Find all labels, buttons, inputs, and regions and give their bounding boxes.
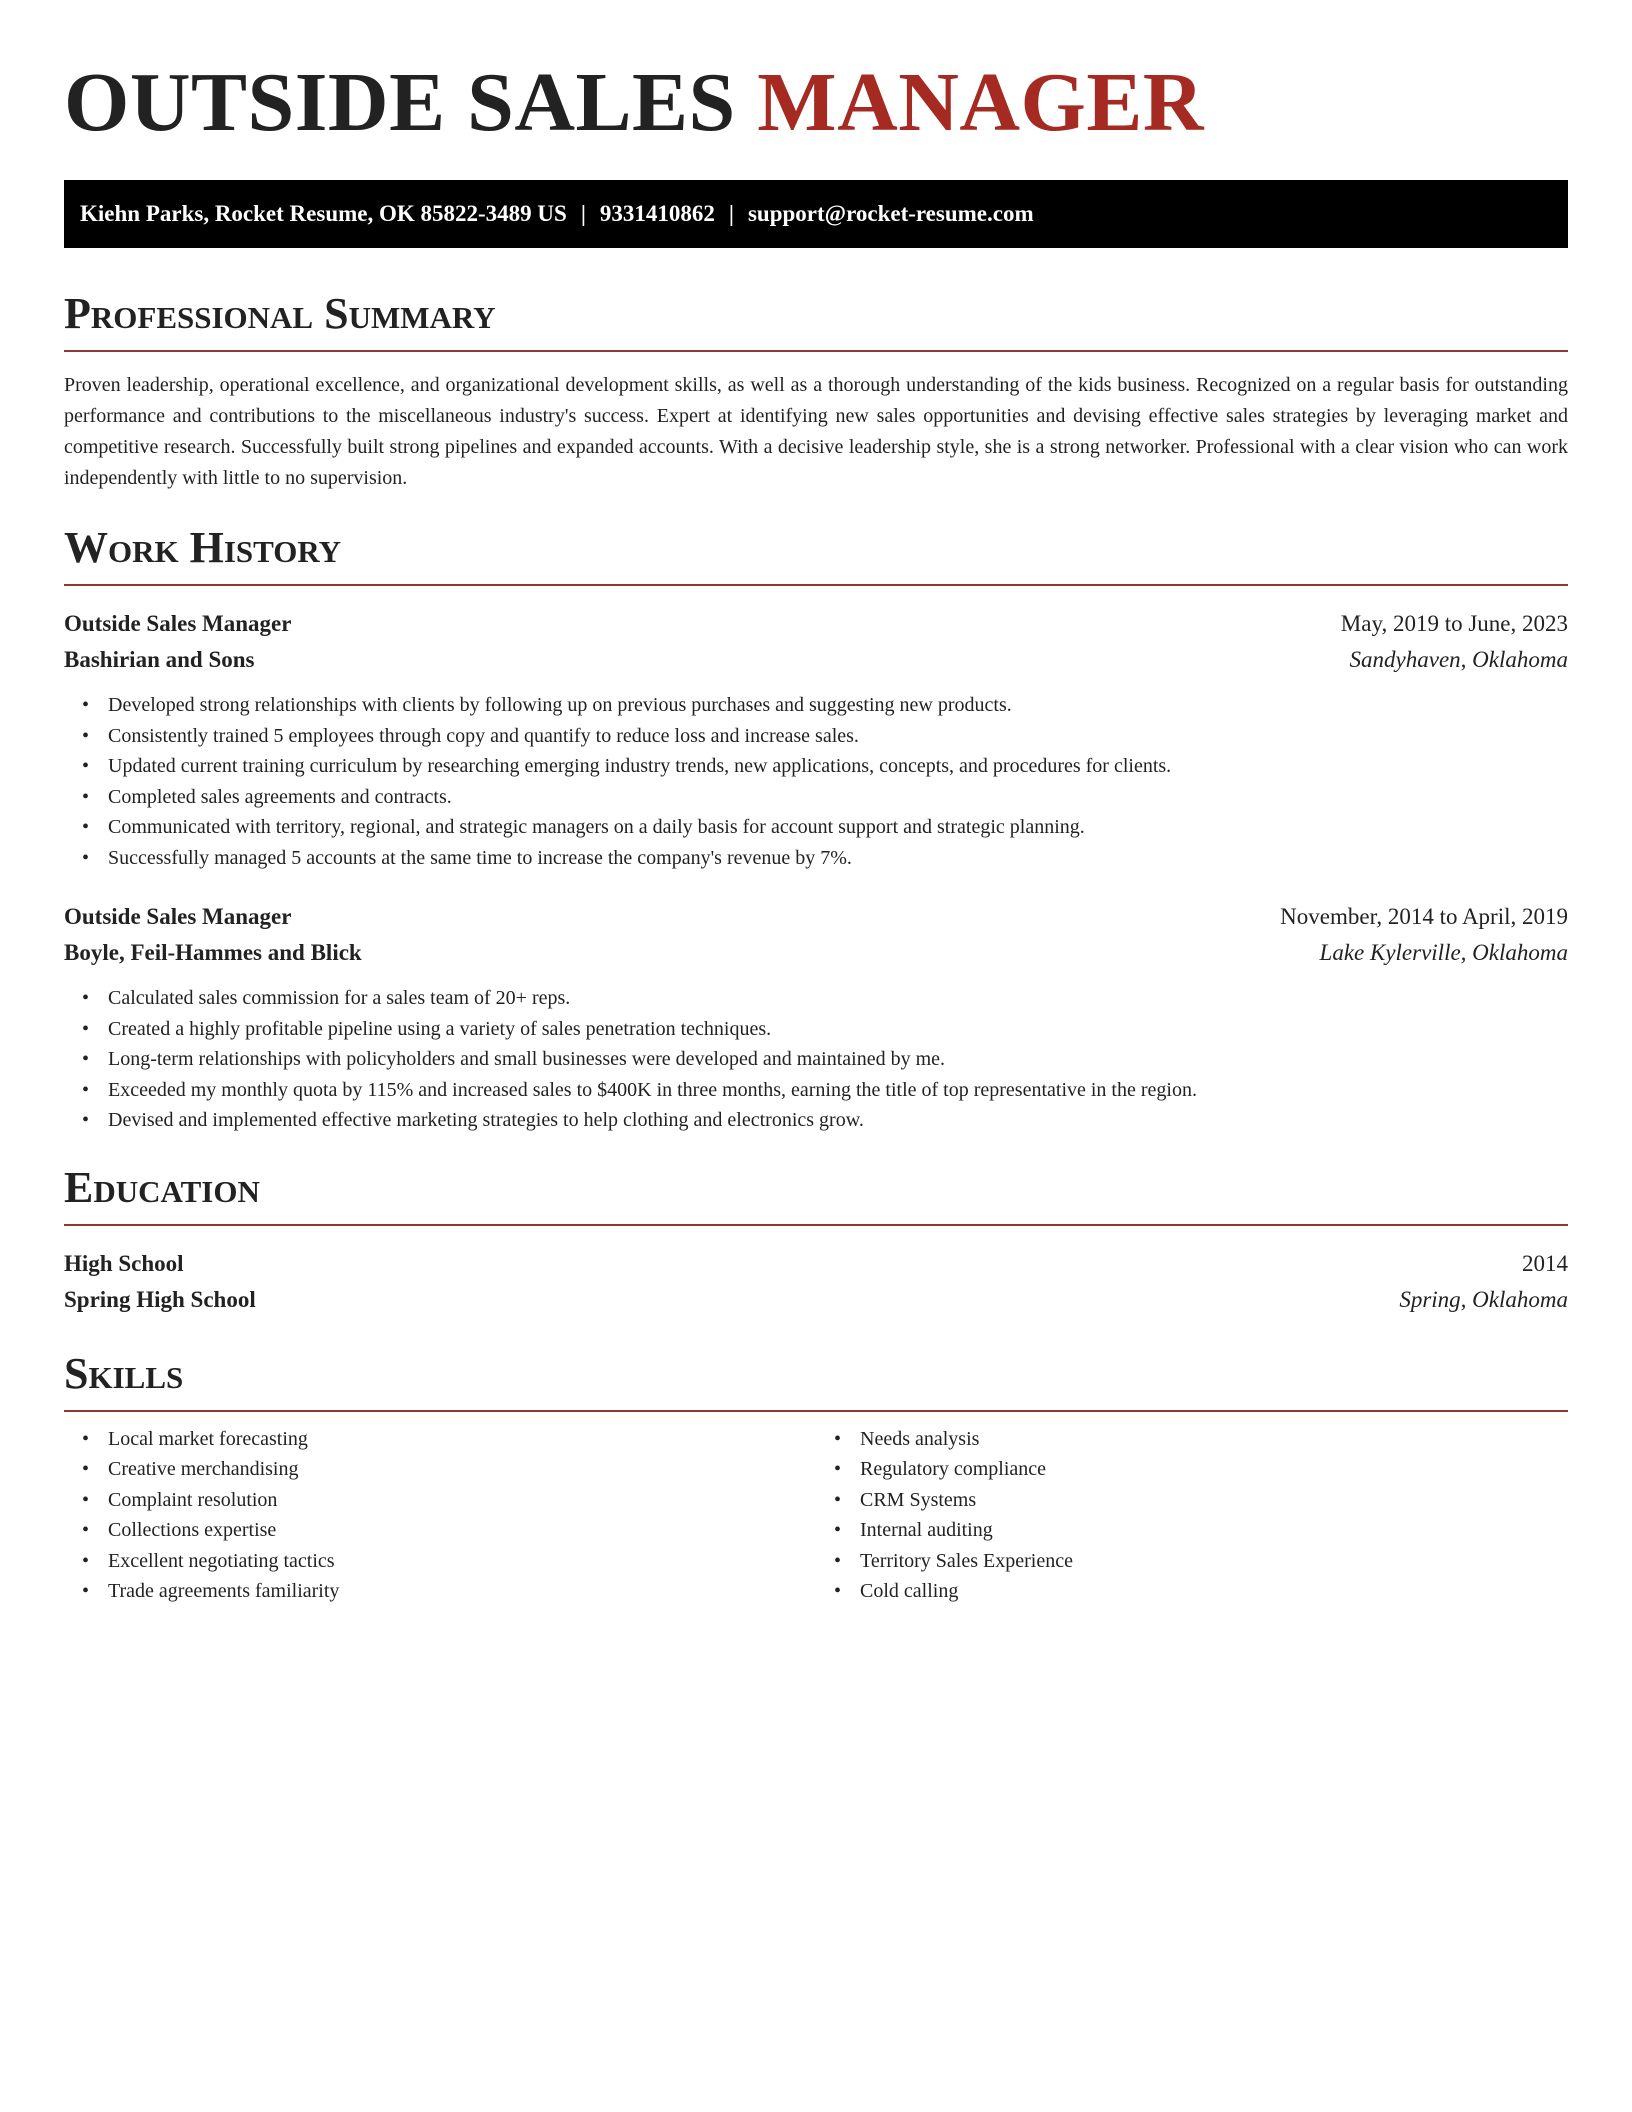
skill-item: • Complaint resolution — [108, 1485, 816, 1516]
education-school: Spring High School — [64, 1286, 256, 1312]
skills-heading: Skills — [64, 1348, 184, 1398]
skill-item: • Creative merchandising — [108, 1454, 816, 1485]
skill-item: • Local market forecasting — [108, 1424, 816, 1455]
skills-column-right — [816, 1424, 1568, 1607]
job-header — [64, 606, 1568, 678]
job-entry — [64, 899, 1568, 1136]
contact-separator: | — [580, 201, 586, 226]
education-location: Spring, Oklahoma — [1399, 1286, 1568, 1312]
work-history-heading: Work History — [64, 523, 342, 572]
skill-item: • CRM Systems — [860, 1485, 1568, 1516]
contact-address: Kiehn Parks, Rocket Resume, OK 85822-3489 US — [80, 201, 567, 226]
job-company: Bashirian and Sons — [64, 647, 255, 672]
skill-item: • Collections expertise — [108, 1515, 816, 1546]
skill-item: • Excellent negotiating tactics — [108, 1546, 816, 1577]
job-entry — [64, 606, 1568, 873]
section-divider — [64, 1410, 1568, 1412]
job-title: Outside Sales Manager — [64, 904, 292, 929]
list-item: • Updated current training curriculum by researching emerging industry trends, new applications, concepts, and procedures for clients. — [108, 751, 1568, 782]
summary-heading: Professional Summary — [64, 289, 496, 338]
job-header — [64, 899, 1568, 971]
page-title — [64, 0, 1568, 148]
skill-item: • Cold calling — [860, 1576, 1568, 1607]
section-divider — [64, 1224, 1568, 1226]
job-title: Outside Sales Manager — [64, 611, 292, 636]
list-item: • Successfully managed 5 accounts at the same time to increase the company's revenue by 7%. — [108, 843, 1568, 874]
list-item: • Completed sales agreements and contracts. — [108, 782, 1568, 813]
skill-item: • Regulatory compliance — [860, 1454, 1568, 1485]
skill-item: • Territory Sales Experience — [860, 1546, 1568, 1577]
title-accent: MANAGER — [757, 56, 1205, 149]
job-dates: May, 2019 to June, 2023 — [1340, 611, 1568, 636]
summary-text: Proven leadership, operational excellence, and organizational development skills, as well as a thorough understanding of the kids business. Recognized on a regular basis for outstanding performance and contributions to the miscellaneous industry's success. Expert at identifying new sales opportunities and devising effective sales strategies by leveraging market and competitive research. Successfully built strong pipelines and expanded accounts. With a decisive leadership style, she is a strong networker. Professional with a clear vision who can work independently with little to no supervision. — [64, 374, 1568, 489]
contact-email: support@rocket-resume.com — [747, 201, 1034, 226]
list-item: • Created a highly profitable pipeline using a variety of sales penetration techniques. — [108, 1014, 1568, 1045]
education-degree: High School — [64, 1250, 184, 1276]
section-divider — [64, 350, 1568, 352]
job-location: Sandyhaven, Oklahoma — [1349, 647, 1568, 672]
section-divider — [64, 584, 1568, 586]
job-bullets — [64, 690, 1568, 873]
education-entry — [64, 1246, 1568, 1318]
education-heading: Education — [64, 1162, 260, 1212]
education-year: 2014 — [1522, 1250, 1568, 1276]
list-item: • Consistently trained 5 employees through copy and quantify to reduce loss and increase sales. — [108, 721, 1568, 752]
list-item: • Communicated with territory, regional, and strategic managers on a daily basis for account support and strategic planning. — [108, 812, 1568, 843]
contact-separator: | — [728, 201, 734, 226]
skill-item: • Needs analysis — [860, 1424, 1568, 1455]
skills-column-left — [64, 1424, 816, 1607]
skill-item: • Trade agreements familiarity — [108, 1576, 816, 1607]
skill-item: • Internal auditing — [860, 1515, 1568, 1546]
list-item: • Long-term relationships with policyholders and small businesses were developed and maintained by me. — [108, 1044, 1568, 1075]
job-dates: November, 2014 to April, 2019 — [1280, 904, 1568, 929]
job-location: Lake Kylerville, Oklahoma — [1319, 940, 1568, 965]
contact-phone: 9331410862 — [599, 201, 715, 226]
list-item: • Developed strong relationships with clients by following up on previous purchases and suggesting new products. — [108, 690, 1568, 721]
contact-bar — [64, 180, 1568, 248]
job-bullets — [64, 983, 1568, 1136]
skills-grid — [64, 1424, 1568, 1607]
job-company: Boyle, Feil-Hammes and Blick — [64, 940, 362, 965]
list-item: • Exceeded my monthly quota by 115% and increased sales to $400K in three months, earning the title of top representative in the region. — [108, 1075, 1568, 1106]
list-item: • Devised and implemented effective marketing strategies to help clothing and electronics grow. — [108, 1105, 1568, 1136]
title-primary: OUTSIDE SALES — [64, 56, 736, 149]
list-item: • Calculated sales commission for a sales team of 20+ reps. — [108, 983, 1568, 1014]
